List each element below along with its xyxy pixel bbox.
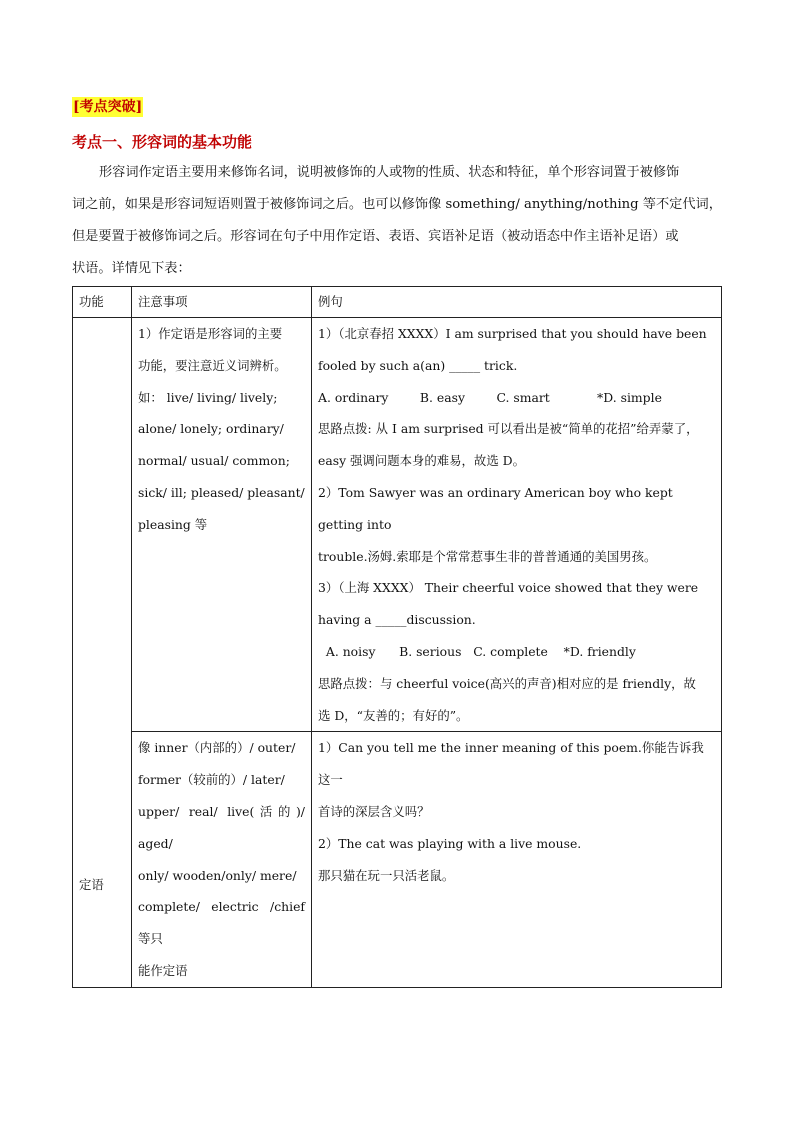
table-row bbox=[73, 732, 722, 987]
example-line: 那只猫在玩一只活老鼠。 bbox=[318, 867, 455, 883]
example-line: A. noisy B. serious C. complete *D. friendly bbox=[318, 643, 636, 659]
note-line: 如： live/ living/ lively; bbox=[138, 389, 278, 405]
note-line: normal/ usual/ common; bbox=[138, 453, 290, 469]
example-line: 1）（北京春招 XXXX）I am surprised that you should have been bbox=[318, 326, 707, 341]
note-line: alone/ lonely; ordinary/ bbox=[138, 421, 284, 437]
header-examples: 例句 bbox=[312, 287, 722, 318]
example-line: easy 强调问题本身的难易，故选 D。 bbox=[318, 453, 525, 469]
example-line: 首诗的深层含义吗？ bbox=[318, 803, 430, 819]
header-function: 功能 bbox=[73, 287, 132, 318]
example-line: 选 D，“友善的；有好的”。 bbox=[318, 707, 469, 723]
note-line: sick/ ill; pleased/ pleasant/ bbox=[138, 484, 305, 500]
note-line: complete/ electric /chief 等只 bbox=[138, 899, 305, 947]
table-header-row bbox=[73, 287, 722, 318]
example-line: A. ordinary B. easy C. smart *D. simple bbox=[318, 389, 662, 405]
intro-line: 但是要置于被修饰词之后。形容词在句子中用作定语、表语、宾语补足语（被动语态中作主语补足语）或 bbox=[72, 229, 679, 244]
intro-line: 状语。详情见下表： bbox=[72, 261, 191, 276]
note-line: 像 inner（内部的）/ outer/ bbox=[138, 740, 296, 756]
note-line: 1）作定语是形容词的主要 bbox=[138, 326, 283, 341]
example-line: 3）（上海 XXXX） Their cheerful voice showed that they were bbox=[318, 580, 699, 596]
example-line: having a _____discussion. bbox=[318, 612, 476, 628]
example-line: 思路点拨：与 cheerful voice(高兴的声音)相对应的是 friendly，故 bbox=[318, 675, 696, 691]
example-line: 2）The cat was playing with a live mouse. bbox=[318, 835, 582, 851]
intro-line: 形容词作定语主要用来修饰名词，说明被修饰的人或物的性质、状态和特征，单个形容词置于被修饰 bbox=[99, 165, 680, 180]
examples-cell bbox=[312, 732, 722, 987]
function-cell: 定语 bbox=[73, 318, 132, 988]
table-row bbox=[73, 318, 722, 732]
note-line: upper/ real/ live(活的)/ aged/ bbox=[138, 803, 305, 851]
notes-cell bbox=[132, 732, 312, 987]
intro-line: 词之前，如果是形容词短语则置于被修饰词之后。也可以修饰像 something/ anything/nothing 等不定代词， bbox=[72, 197, 722, 212]
note-line: only/ wooden/only/ mere/ bbox=[138, 867, 297, 883]
example-line: 2）Tom Sawyer was an ordinary American boy who kept getting into bbox=[318, 484, 673, 532]
section-heading: 考点一、形容词的基本功能 bbox=[72, 133, 253, 151]
document-page bbox=[72, 96, 722, 988]
notes-cell bbox=[132, 318, 312, 732]
note-line: pleasing 等 bbox=[138, 516, 208, 532]
header-notes: 注意事项 bbox=[132, 287, 312, 318]
example-line: trouble.汤姆.索耶是个常常惹事生非的普普通通的美国男孩。 bbox=[318, 548, 657, 564]
note-line: 能作定语 bbox=[138, 962, 188, 978]
example-line: 1）Can you tell me the inner meaning of this poem.你能告诉我这一 bbox=[318, 740, 704, 788]
example-line: fooled by such a(an) _____ trick. bbox=[318, 357, 518, 373]
note-line: 功能，要注意近义词辨析。 bbox=[138, 357, 287, 373]
examples-cell bbox=[312, 318, 722, 732]
example-line: 思路点拨: 从 I am surprised 可以看出是被“简单的花招”给弄蒙了， bbox=[318, 421, 699, 437]
adjective-function-table bbox=[72, 286, 722, 988]
note-line: former（较前的）/ later/ bbox=[138, 772, 285, 788]
section-tag: [考点突破] bbox=[73, 99, 143, 115]
intro-paragraph bbox=[72, 157, 722, 285]
